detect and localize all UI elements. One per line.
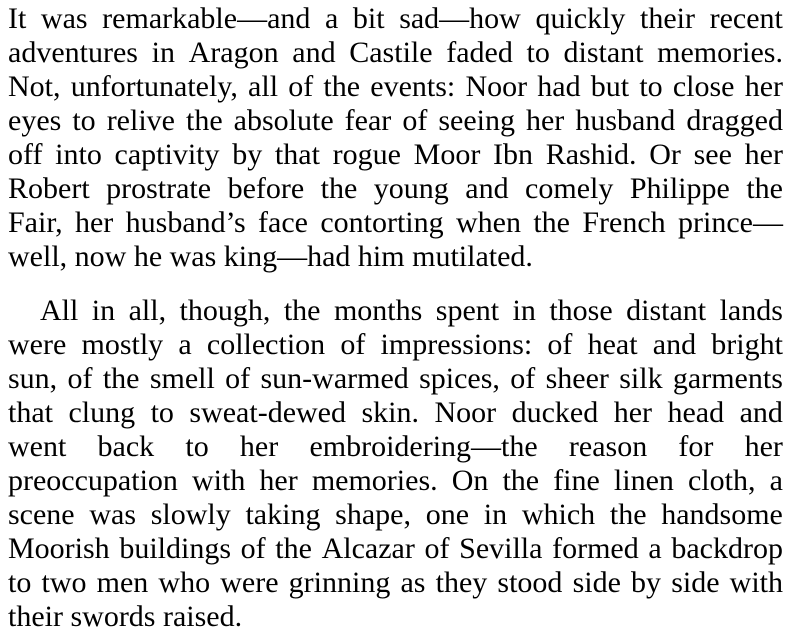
- word: captivity: [114, 138, 220, 171]
- word: though,: [179, 294, 271, 327]
- word: It: [8, 2, 27, 35]
- word: stood: [497, 566, 563, 599]
- word: see: [693, 138, 732, 171]
- word: their: [640, 2, 696, 35]
- text-line: [8, 206, 783, 240]
- word: taking: [245, 498, 321, 531]
- word: and: [465, 172, 509, 205]
- word: fear: [344, 104, 392, 137]
- word: all,: [128, 294, 167, 327]
- word: the: [186, 104, 223, 137]
- text-line: [8, 566, 783, 600]
- word: those: [549, 294, 613, 327]
- word: in: [151, 36, 175, 69]
- word: clung: [68, 396, 136, 429]
- word: to: [185, 430, 209, 463]
- text-line: [8, 396, 783, 430]
- word: shape,: [335, 498, 411, 531]
- word: to: [526, 36, 550, 69]
- word: impressions:: [380, 328, 533, 361]
- word: handsome: [661, 498, 783, 531]
- word: before: [227, 172, 305, 205]
- word: sad—how: [399, 2, 521, 35]
- word: her: [744, 430, 783, 463]
- text-line: [8, 532, 783, 566]
- word: relive: [106, 104, 175, 137]
- word: into: [55, 138, 102, 171]
- text-line: [8, 464, 783, 498]
- word: her: [239, 430, 279, 463]
- word: Aragon: [188, 36, 279, 69]
- word: remarkable—and: [102, 2, 311, 35]
- word: of: [288, 70, 314, 103]
- word: recent: [709, 2, 783, 35]
- word: a: [178, 328, 192, 361]
- word: the: [275, 532, 312, 565]
- text-line: their swords raised.: [8, 600, 243, 633]
- text-line: well, now he was king—had him mutilated.: [8, 240, 533, 273]
- word: the: [533, 206, 570, 239]
- word: her: [613, 396, 652, 429]
- word: of: [510, 362, 536, 395]
- word: to: [639, 70, 663, 103]
- word: which: [521, 498, 596, 531]
- word: Or: [649, 138, 681, 171]
- text-line: [8, 104, 783, 138]
- word: the: [502, 464, 540, 497]
- word: backdrop: [671, 532, 783, 565]
- word: lands: [719, 294, 783, 327]
- word: husband: [575, 104, 676, 137]
- word: memories.: [657, 36, 783, 69]
- word: events:: [370, 70, 456, 103]
- text-line: [8, 138, 783, 172]
- word: they: [435, 566, 488, 599]
- word: Robert: [8, 172, 90, 205]
- word: of: [424, 532, 450, 565]
- word: Rashid.: [545, 138, 637, 171]
- word: by: [631, 566, 662, 599]
- word: of: [67, 362, 93, 395]
- word: and: [739, 396, 783, 429]
- word: embroidering—the: [309, 430, 538, 463]
- word: to: [150, 396, 174, 429]
- word: of: [547, 328, 573, 361]
- word: skin.: [361, 396, 419, 429]
- word: rogue: [332, 138, 401, 171]
- word: that: [274, 138, 320, 171]
- word: unfortunately,: [70, 70, 238, 103]
- word: grinning: [288, 566, 391, 599]
- text-line: [8, 498, 783, 532]
- word: the: [609, 498, 647, 531]
- word: and: [292, 36, 336, 69]
- word: and: [652, 328, 697, 361]
- paragraph: [8, 294, 783, 634]
- word: face: [258, 206, 308, 239]
- text-content: [8, 2, 783, 634]
- word: Moor: [413, 138, 481, 171]
- word: spices,: [419, 362, 500, 395]
- word: for: [678, 430, 714, 463]
- word: with: [192, 464, 246, 497]
- word: sweat-dewed: [189, 396, 346, 429]
- word: her: [744, 138, 783, 171]
- word: Ibn: [493, 138, 534, 171]
- paragraph: [8, 2, 783, 274]
- text-line: [8, 362, 783, 396]
- word: the: [283, 294, 321, 327]
- word: in: [483, 498, 508, 531]
- word: her: [525, 104, 565, 137]
- word: went: [8, 430, 67, 463]
- word: garments: [672, 362, 783, 395]
- word: in: [512, 294, 536, 327]
- word: sun-warmed: [260, 362, 409, 395]
- word: side: [572, 566, 621, 599]
- word: Philippe: [629, 172, 730, 205]
- word: husband’s: [125, 206, 246, 239]
- word: one: [425, 498, 470, 531]
- word: absolute: [233, 104, 334, 137]
- word: sheer: [545, 362, 609, 395]
- word: the: [323, 70, 361, 103]
- word: to: [8, 566, 32, 599]
- word: On: [451, 464, 489, 497]
- text-line: [8, 328, 783, 362]
- text-line: [8, 36, 783, 70]
- word: Fair,: [8, 206, 63, 239]
- word: the: [746, 172, 783, 205]
- word: her: [74, 206, 114, 239]
- word: who: [158, 566, 211, 599]
- word: that: [8, 396, 53, 429]
- word: linen: [613, 464, 674, 497]
- word: young: [373, 172, 449, 205]
- word: prostrate: [106, 172, 212, 205]
- word: with: [729, 566, 783, 599]
- word: prince—: [678, 206, 783, 239]
- word: Moorish: [8, 532, 110, 565]
- word: months: [333, 294, 423, 327]
- word: by: [232, 138, 263, 171]
- word: off: [8, 138, 43, 171]
- word: buildings: [119, 532, 232, 565]
- word: the: [320, 172, 358, 205]
- word: of: [340, 328, 366, 361]
- word: dragged: [686, 104, 783, 137]
- word: the: [102, 362, 140, 395]
- word: her: [259, 464, 298, 497]
- word: of: [402, 104, 428, 137]
- word: side: [671, 566, 720, 599]
- word: back: [97, 430, 155, 463]
- word: in: [91, 294, 116, 327]
- word: spent: [435, 294, 500, 327]
- word: reason: [568, 430, 648, 463]
- text-line: [8, 294, 783, 328]
- word: adventures: [8, 36, 138, 69]
- word: comely: [525, 172, 614, 205]
- word: men: [96, 566, 149, 599]
- word: Castile: [349, 36, 433, 69]
- word: mostly: [81, 328, 164, 361]
- word: distant: [626, 294, 707, 327]
- word: of: [225, 362, 251, 395]
- word: distant: [563, 36, 644, 69]
- word: had: [537, 70, 581, 103]
- word: Sevilla: [459, 532, 543, 565]
- word: silk: [619, 362, 663, 395]
- word: Alcazar: [321, 532, 415, 565]
- word: scene: [8, 498, 75, 531]
- word: Noor: [465, 70, 528, 103]
- word: memories.: [311, 464, 438, 497]
- text-line: [8, 70, 783, 104]
- word: was: [89, 498, 136, 531]
- word: seeing: [438, 104, 515, 137]
- word: were: [8, 328, 67, 361]
- word: preoccupation: [8, 464, 178, 497]
- word: a: [769, 464, 783, 497]
- word: was: [40, 2, 88, 35]
- word: formed: [552, 532, 639, 565]
- word: smell: [149, 362, 215, 395]
- word: but: [590, 70, 630, 103]
- word: quickly: [535, 2, 626, 35]
- word: collection: [206, 328, 326, 361]
- word: head: [667, 396, 725, 429]
- word: a: [648, 532, 662, 565]
- word: close: [672, 70, 735, 103]
- word: fine: [553, 464, 600, 497]
- word: cloth,: [687, 464, 756, 497]
- word: all: [248, 70, 279, 103]
- word: bit: [352, 2, 385, 35]
- word: ducked: [511, 396, 599, 429]
- word: two: [41, 566, 87, 599]
- word: as: [400, 566, 426, 599]
- word: faded: [446, 36, 513, 69]
- word: a: [325, 2, 339, 35]
- word: when: [455, 206, 521, 239]
- text-line: [8, 172, 783, 206]
- text-line: [8, 430, 783, 464]
- word: French: [582, 206, 666, 239]
- word: sun,: [8, 362, 58, 395]
- word: of: [240, 532, 266, 565]
- word: eyes: [8, 104, 62, 137]
- word: were: [220, 566, 279, 599]
- word: bright: [711, 328, 783, 361]
- word: All: [40, 294, 79, 327]
- word: Not,: [8, 70, 61, 103]
- word: Noor: [434, 396, 497, 429]
- word: slowly: [150, 498, 231, 531]
- word: to: [72, 104, 96, 137]
- word: her: [744, 70, 783, 103]
- text-line: [8, 2, 783, 36]
- word: contorting: [320, 206, 444, 239]
- word: heat: [587, 328, 638, 361]
